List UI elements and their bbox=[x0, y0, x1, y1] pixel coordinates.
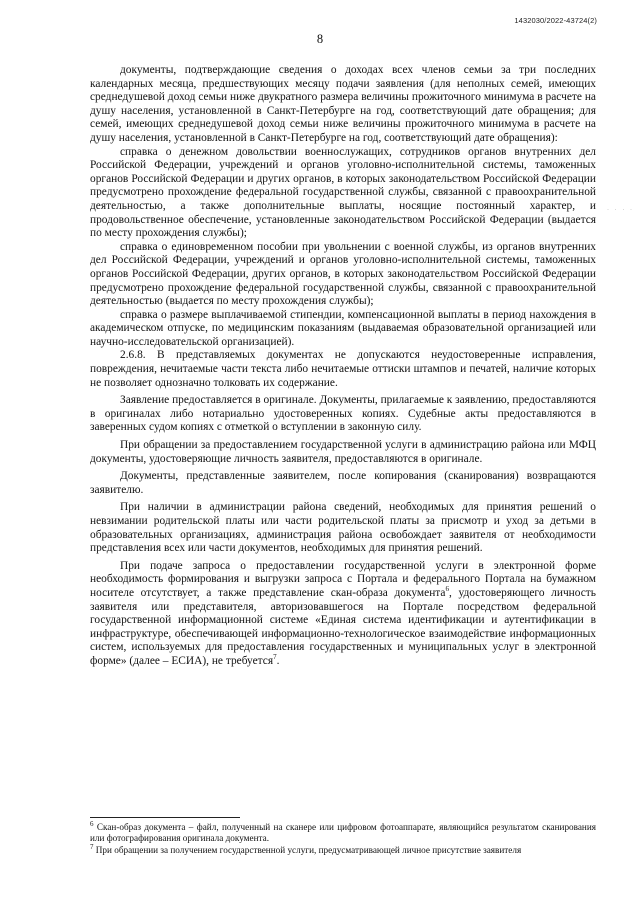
paragraph-military-pay: справка о денежном довольствии военнослужащих, сотрудников органов внутренних дел Российской Федерации, учреждений и органов уголовно-исполнительной системы, таможенных органов Российской Федерации и других органов, в которых законодательством Российской Федерации предусмотрено прохождение федеральной государственной службы, связанной с правоохранительной деятельностью, а также дополнительные выплаты, носящие постоянный характер, и продовольственное обеспечение, установленные законодательством Российской Федерации (выдается по месту прохождения службы); bbox=[90, 145, 596, 240]
paragraph-identity-docs: При обращении за предоставлением государственной услуги в администрацию района или МФЦ документы, удостоверяющие личность заявителя, предоставляются в оригинале. bbox=[90, 439, 596, 465]
paragraph-2-6-8: 2.6.8. В представляемых документах не допускаются неудостоверенные исправления, повреждения, нечитаемые части текста либо нечитаемые оттиски штампов и печатей, наличие которых не позволяет однозначно толковать их содержание. bbox=[90, 349, 596, 389]
footnote-ref-6: 6 bbox=[445, 585, 449, 594]
paragraph-return-docs: Документы, представленные заявителем, после копирования (сканирования) возвращаются заявителю. bbox=[90, 470, 596, 496]
paragraph-electronic-request: При подаче запроса о предоставлении государственной услуги в электронной форме необходимость формирования и выгрузки запроса с Портала и федерального Портала на бумажном носителе отсутствует, а также представление скан-образа документа$^6$, удостоверяющего личность заявителя или представителя, авторизовавшегося на Портале посредством федеральной государственной информационной системе «Единая система идентификации и аутентификации в инфраструктуре, обеспечивающей информационно-технологическое взаимодействие информационных систем, используемых для предоставления государственных и муниципальных услуг в электронной форме» (далее – ЕСИА), не требуется$^7$. bbox=[90, 559, 596, 667]
footnote-7: $^7$ При обращении за получением государственной услуги, предусматривающей личное присутствие заявителя bbox=[90, 842, 522, 855]
paragraph-application-original: Заявление предоставляется в оригинале. Документы, прилагаемые к заявлению, предоставляются в оригиналах либо нотариально удостоверенных копиях. Судебные акты предоставляются в заверенных судом копиях с отметкой о вступлении в законную силу. bbox=[90, 394, 596, 434]
paragraph-administration-info: При наличии в администрации района сведений, необходимых для принятия решений о невзимании родительской платы или части родительской платы за присмотр и уход за детьми в образовательных организациях, администрация района освобождает заявителя от необходимости представления всех или части документов, необходимых для принятия решений. bbox=[90, 501, 596, 555]
paragraph-income-docs: документы, подтверждающие сведения о доходах всех членов семьи за три последних календарных месяца, предшествующих месяцу подачи заявления (для неполных семей, имеющих среднедушевой доход семьи ниже двукратного размера величины прожиточного минимума в расчете на душу населения, установленной в Санкт-Петербурге на год, соответствующий дате обращения; для семей, имеющих среднедушевой доход семьи ниже величины прожиточного минимума в расчете на душу населения, установленной в Санкт-Петербурге на год, соответствующий дате обращения): bbox=[90, 64, 596, 144]
footnotes bbox=[90, 819, 596, 857]
footnote-6: $^6$ Скан-образ документа – файл, полученный на сканере или цифровом фотоаппарате, являющийся результатом сканирования или фотографирования оригинала документа. bbox=[90, 819, 596, 843]
paragraph-discharge-benefit: справка о единовременном пособии при увольнении с военной службы, из органов внутренних дел Российской Федерации, учреждений и органов уголовно-исполнительной системы, таможенных органов Российской Федерации, других органов, в которых законодательством Российской Федерации предусмотрено прохождение федеральной государственной службы, связанной с правоохранительной деятельностью (выдается по месту прохождения службы); bbox=[90, 240, 596, 308]
page-number: 8 bbox=[316, 32, 324, 46]
footnote-ref-7: 7 bbox=[273, 653, 277, 662]
scan-artifact: · · · · bbox=[607, 207, 634, 213]
footnote-separator bbox=[90, 817, 240, 818]
paragraph-stipend: справка о размере выплачиваемой стипендии, компенсационной выплаты в период нахождения в академическом отпуске, по медицинским показаниям (выдаваемая образовательной организацией или научно-исследовательской организацией). bbox=[90, 308, 596, 348]
document-body bbox=[90, 64, 596, 669]
document-id: 1432030/2022-43724(2) bbox=[514, 16, 597, 25]
